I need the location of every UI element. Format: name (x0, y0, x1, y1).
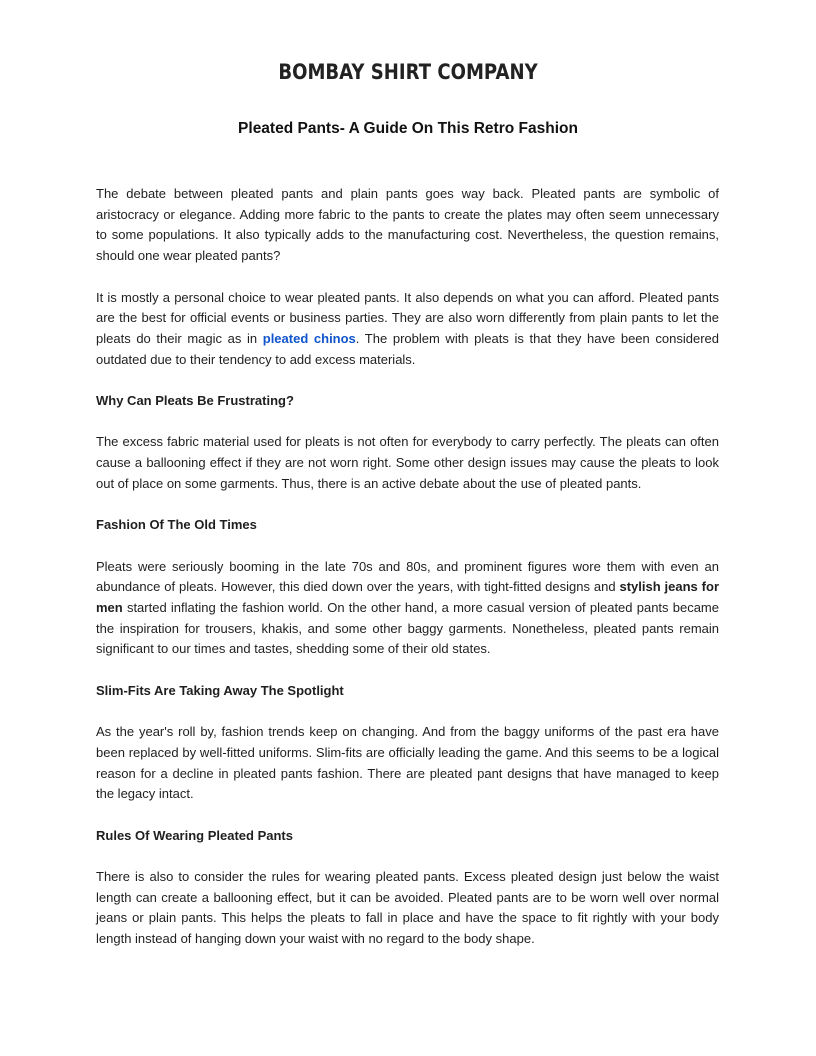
old-times-text-start: Pleats were seriously booming in the late 70s and 80s, and prominent figures wore them with even an abundance of pleats. However, this died down over the years, with tight-fitted designs and (96, 558, 719, 595)
heading-frustrating: Why Can Pleats Be Frustrating? (96, 393, 294, 408)
frustrating-paragraph: The excess fabric material used for pleats is not often for everybody to carry perfectly. The pleats can often cause a ballooning effect if they are not worn right. Some other design issues may cause the pleats to look out of place on some garments. Thus, there is an active debate about the use of pleated pants. (96, 434, 719, 491)
old-times-paragraph (96, 557, 719, 661)
stylish-jeans-text: stylish jeans for men (96, 579, 720, 615)
intro-paragraph: The debate between pleated pants and plain pants goes way back. Pleated pants are symbolic of aristocracy or elegance. Adding more fabric to the pants to create the plates may often seem unnecessary to some populations. It also typically adds to the manufacturing cost. Nevertheless, the question remains, should one wear pleated pants? (96, 186, 719, 264)
choice-paragraph (96, 288, 719, 371)
heading-slim-fits: Slim-Fits Are Taking Away The Spotlight (96, 682, 344, 698)
brand-logo: BOMBAY SHIRT COMPANY (278, 60, 538, 84)
choice-text-end: . The problem with pleats is that they have been considered outdated due to their tendency to add excess materials. (96, 330, 719, 367)
heading-old-times: Fashion Of The Old Times (96, 517, 257, 533)
article-title: Pleated Pants- A Guide On This Retro Fashion (238, 120, 578, 137)
article-body (96, 184, 719, 971)
rules-paragraph: There is also to consider the rules for wearing pleated pants. Excess pleated design just below the waist length can create a ballooning effect, but it can be avoided. Pleated pants are to be worn well over normal jeans or plain pants. This helps the pleats to fall in place and have the space to fit rightly with your body length instead of hanging down your waist with no regard to the body shape. (96, 869, 719, 947)
pleated-chinos-link[interactable]: pleated chinos (262, 330, 356, 346)
choice-text-start: It is mostly a personal choice to wear pleated pants. It also depends on what you can afford. Pleated pants are the best for official events or business parties. They are also worn differently from plain pants to let the pleats do their magic as in (96, 289, 719, 346)
heading-rules: Rules Of Wearing Pleated Pants (96, 827, 293, 843)
old-times-text-end: started inflating the fashion world. On the other hand, a more casual version of pleated pants became the inspiration for trousers, khakis, and some other baggy garments. Nonetheless, pleated pants remain significant to our times and tastes, shedding some of their old states. (96, 599, 719, 657)
slim-fits-paragraph: As the year's roll by, fashion trends keep on changing. And from the baggy uniforms of the past era have been replaced by well-fitted uniforms. Slim-fits are officially leading the game. And this seems to be a logical reason for a decline in pleated pants fashion. There are pleated pant designs that have managed to keep the legacy intact. (96, 724, 719, 802)
